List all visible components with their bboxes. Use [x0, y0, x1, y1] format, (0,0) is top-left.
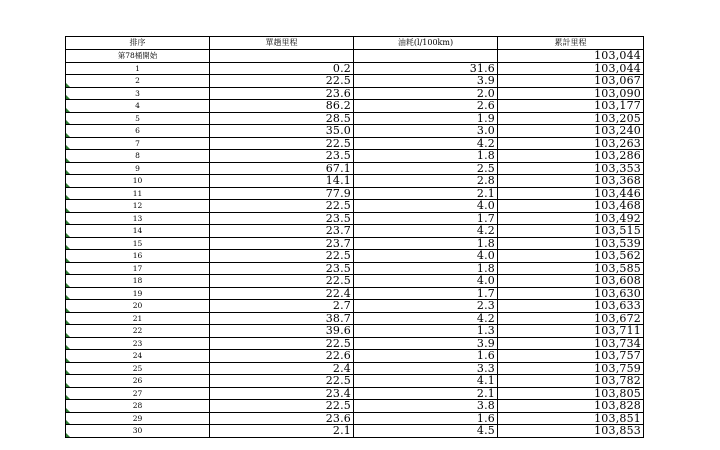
fuel-cell[interactable]: 1.6 [354, 350, 498, 363]
row-index-cell[interactable]: 25 [66, 362, 210, 375]
table-row [66, 375, 644, 388]
fuel-cell[interactable]: 4.1 [354, 375, 498, 388]
row-index-cell[interactable]: 12 [66, 200, 210, 213]
row-index-cell[interactable]: 29 [66, 412, 210, 425]
header-cumulative[interactable]: 累計里程 [498, 37, 644, 50]
table-row [66, 62, 644, 75]
row-index-cell[interactable]: 9 [66, 162, 210, 175]
single-trip-cell[interactable]: 23.5 [210, 212, 354, 225]
table-row [66, 150, 644, 163]
fuel-cell[interactable]: 1.8 [354, 150, 498, 163]
cumulative-cell[interactable]: 103,468 [498, 200, 644, 213]
table-row [66, 187, 644, 200]
single-trip-cell[interactable]: 2.1 [210, 425, 354, 438]
start-label[interactable]: 第78桶開始 [66, 50, 210, 63]
cumulative-cell[interactable]: 103,672 [498, 312, 644, 325]
table-row [66, 287, 644, 300]
cumulative-cell[interactable]: 103,492 [498, 212, 644, 225]
start-single-trip[interactable] [210, 50, 354, 63]
start-row [66, 50, 644, 63]
cumulative-cell[interactable]: 103,090 [498, 87, 644, 100]
cumulative-cell[interactable]: 103,734 [498, 337, 644, 350]
table-row [66, 237, 644, 250]
fuel-cell[interactable]: 2.6 [354, 100, 498, 113]
table-row [66, 175, 644, 188]
table-row [66, 125, 644, 138]
cumulative-cell[interactable]: 103,633 [498, 300, 644, 313]
row-index-cell[interactable]: 30 [66, 425, 210, 438]
row-index-cell[interactable]: 11 [66, 187, 210, 200]
table-row [66, 387, 644, 400]
fuel-cell[interactable]: 3.0 [354, 125, 498, 138]
row-index-cell[interactable]: 20 [66, 300, 210, 313]
single-trip-cell[interactable]: 2.7 [210, 300, 354, 313]
single-trip-cell[interactable]: 67.1 [210, 162, 354, 175]
start-fuel[interactable] [354, 50, 498, 63]
single-trip-cell[interactable]: 22.5 [210, 137, 354, 150]
cumulative-cell[interactable]: 103,782 [498, 375, 644, 388]
fuel-cell[interactable]: 4.0 [354, 200, 498, 213]
row-index-cell[interactable]: 14 [66, 225, 210, 238]
fuel-cell[interactable]: 2.0 [354, 87, 498, 100]
cumulative-cell[interactable]: 103,177 [498, 100, 644, 113]
table-row [66, 75, 644, 88]
fuel-cell[interactable]: 3.3 [354, 362, 498, 375]
table-row [66, 350, 644, 363]
single-trip-cell[interactable]: 0.2 [210, 62, 354, 75]
single-trip-cell[interactable]: 23.5 [210, 262, 354, 275]
single-trip-cell[interactable]: 23.7 [210, 237, 354, 250]
row-index-cell[interactable]: 2 [66, 75, 210, 88]
single-trip-cell[interactable]: 35.0 [210, 125, 354, 138]
single-trip-cell[interactable]: 22.5 [210, 375, 354, 388]
row-index-cell[interactable]: 13 [66, 212, 210, 225]
row-index-cell[interactable]: 18 [66, 275, 210, 288]
fuel-cell[interactable]: 4.2 [354, 225, 498, 238]
single-trip-cell[interactable]: 2.4 [210, 362, 354, 375]
row-index-cell[interactable]: 6 [66, 125, 210, 138]
single-trip-cell[interactable]: 22.5 [210, 250, 354, 263]
cumulative-cell[interactable]: 103,044 [498, 62, 644, 75]
cumulative-cell[interactable]: 103,515 [498, 225, 644, 238]
row-index-cell[interactable]: 24 [66, 350, 210, 363]
fuel-cell[interactable]: 1.3 [354, 325, 498, 338]
single-trip-cell[interactable]: 22.5 [210, 337, 354, 350]
cumulative-cell[interactable]: 103,539 [498, 237, 644, 250]
cumulative-cell[interactable]: 103,263 [498, 137, 644, 150]
fuel-cell[interactable]: 4.5 [354, 425, 498, 438]
cumulative-cell[interactable]: 103,805 [498, 387, 644, 400]
fuel-cell[interactable]: 4.0 [354, 250, 498, 263]
table-row [66, 250, 644, 263]
table-row [66, 312, 644, 325]
table-row [66, 112, 644, 125]
single-trip-cell[interactable]: 23.6 [210, 87, 354, 100]
row-index-cell[interactable]: 23 [66, 337, 210, 350]
cumulative-cell[interactable]: 103,757 [498, 350, 644, 363]
single-trip-cell[interactable]: 22.5 [210, 75, 354, 88]
single-trip-cell[interactable]: 23.5 [210, 150, 354, 163]
cumulative-cell[interactable]: 103,851 [498, 412, 644, 425]
cumulative-cell[interactable]: 103,759 [498, 362, 644, 375]
fuel-cell[interactable]: 4.2 [354, 312, 498, 325]
fuel-cell[interactable]: 1.8 [354, 262, 498, 275]
row-index-cell[interactable]: 10 [66, 175, 210, 188]
header-single-trip[interactable]: 單趟里程 [210, 37, 354, 50]
fuel-cell[interactable]: 4.0 [354, 275, 498, 288]
table-row [66, 337, 644, 350]
cumulative-cell[interactable]: 103,353 [498, 162, 644, 175]
row-index-cell[interactable]: 27 [66, 387, 210, 400]
cumulative-cell[interactable]: 103,853 [498, 425, 644, 438]
single-trip-cell[interactable]: 23.7 [210, 225, 354, 238]
fuel-cell[interactable]: 31.6 [354, 62, 498, 75]
cumulative-cell[interactable]: 103,585 [498, 262, 644, 275]
row-index-cell[interactable]: 5 [66, 112, 210, 125]
single-trip-cell[interactable]: 86.2 [210, 100, 354, 113]
fuel-cell[interactable]: 3.9 [354, 75, 498, 88]
table-row [66, 162, 644, 175]
table-row [66, 262, 644, 275]
table-row [66, 100, 644, 113]
single-trip-cell[interactable]: 22.4 [210, 287, 354, 300]
row-index-cell[interactable]: 28 [66, 400, 210, 413]
single-trip-cell[interactable]: 22.5 [210, 400, 354, 413]
single-trip-cell[interactable]: 23.4 [210, 387, 354, 400]
fuel-cell[interactable]: 2.1 [354, 187, 498, 200]
row-index-cell[interactable]: 1 [66, 62, 210, 75]
fuel-cell[interactable]: 2.8 [354, 175, 498, 188]
row-index-cell[interactable]: 15 [66, 237, 210, 250]
row-index-cell[interactable]: 7 [66, 137, 210, 150]
header-row [66, 37, 644, 50]
fuel-cell[interactable]: 1.8 [354, 237, 498, 250]
header-order[interactable]: 排序 [66, 37, 210, 50]
table-row [66, 425, 644, 438]
cumulative-cell[interactable]: 103,630 [498, 287, 644, 300]
table-row [66, 325, 644, 338]
single-trip-cell[interactable]: 22.6 [210, 350, 354, 363]
header-fuel[interactable]: 油耗(l/100km) [354, 37, 498, 50]
row-index-cell[interactable]: 8 [66, 150, 210, 163]
fuel-cell[interactable]: 4.2 [354, 137, 498, 150]
single-trip-cell[interactable]: 77.9 [210, 187, 354, 200]
single-trip-cell[interactable]: 14.1 [210, 175, 354, 188]
table-row [66, 87, 644, 100]
single-trip-cell[interactable]: 22.5 [210, 275, 354, 288]
fuel-cell[interactable]: 1.9 [354, 112, 498, 125]
row-index-cell[interactable]: 26 [66, 375, 210, 388]
single-trip-cell[interactable]: 22.5 [210, 200, 354, 213]
cumulative-cell[interactable]: 103,711 [498, 325, 644, 338]
fuel-log-table [65, 36, 644, 438]
row-index-cell[interactable]: 4 [66, 100, 210, 113]
row-index-cell[interactable]: 3 [66, 87, 210, 100]
fuel-cell[interactable]: 2.1 [354, 387, 498, 400]
cumulative-cell[interactable]: 103,562 [498, 250, 644, 263]
fuel-cell[interactable]: 1.7 [354, 287, 498, 300]
fuel-cell[interactable]: 3.9 [354, 337, 498, 350]
cumulative-cell[interactable]: 103,608 [498, 275, 644, 288]
cumulative-cell[interactable]: 103,067 [498, 75, 644, 88]
table-row [66, 137, 644, 150]
table-row [66, 412, 644, 425]
single-trip-cell[interactable]: 39.6 [210, 325, 354, 338]
cumulative-cell[interactable]: 103,240 [498, 125, 644, 138]
table-row [66, 225, 644, 238]
row-index-cell[interactable]: 22 [66, 325, 210, 338]
fuel-cell[interactable]: 1.6 [354, 412, 498, 425]
table-row [66, 300, 644, 313]
fuel-cell[interactable]: 2.5 [354, 162, 498, 175]
fuel-cell[interactable]: 2.3 [354, 300, 498, 313]
single-trip-cell[interactable]: 23.6 [210, 412, 354, 425]
cumulative-cell[interactable]: 103,446 [498, 187, 644, 200]
fuel-cell[interactable]: 1.7 [354, 212, 498, 225]
cumulative-cell[interactable]: 103,286 [498, 150, 644, 163]
row-index-cell[interactable]: 16 [66, 250, 210, 263]
row-index-cell[interactable]: 17 [66, 262, 210, 275]
start-cumulative[interactable]: 103,044 [498, 50, 644, 63]
table-row [66, 362, 644, 375]
table-row [66, 212, 644, 225]
cumulative-cell[interactable]: 103,205 [498, 112, 644, 125]
row-index-cell[interactable]: 21 [66, 312, 210, 325]
fuel-cell[interactable]: 3.8 [354, 400, 498, 413]
table-row [66, 200, 644, 213]
table-row [66, 275, 644, 288]
single-trip-cell[interactable]: 28.5 [210, 112, 354, 125]
cumulative-cell[interactable]: 103,368 [498, 175, 644, 188]
table-row [66, 400, 644, 413]
cumulative-cell[interactable]: 103,828 [498, 400, 644, 413]
row-index-cell[interactable]: 19 [66, 287, 210, 300]
single-trip-cell[interactable]: 38.7 [210, 312, 354, 325]
